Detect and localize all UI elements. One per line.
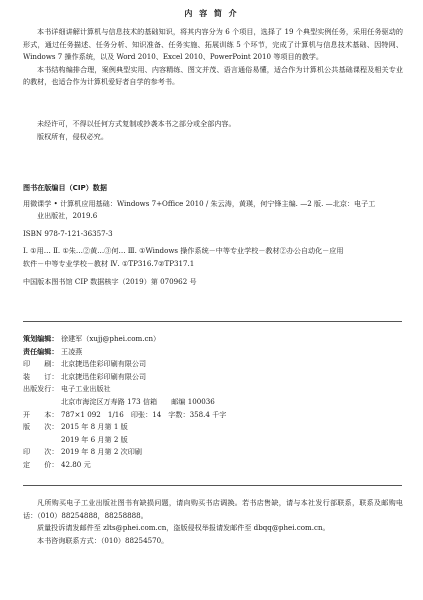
cip-line: 业出版社，2019.6	[37, 211, 98, 221]
footer-paragraph: 凡所购买电子工业出版社图书有缺损问题，请向购买书店调换。若书店售缺，请与本社发行部联系，联系及邮购电话：（010）88254888，88258888。	[23, 498, 403, 520]
credit-value: 2015 年 8 月第 1 版	[61, 422, 128, 432]
credit-row	[23, 409, 403, 422]
credit-value: 2019 年 6 月第 2 版	[61, 434, 128, 444]
summary-paragraph: 本书详细讲解计算机与信息技术的基础知识，将其内容分为 6 个项目，选择了 19 个典型实例任务，采用任务驱动的形式，通过任务描述、任务分析、知识准备、任务实施、拓展训练 5 个环节，完成了计算机与信息技术基础、因特网、Windows 7 操作系统，以及 Word 2010、Excel 2010、PowerPoint 2010 等项目的教学。	[23, 27, 403, 62]
summary-section	[23, 26, 403, 89]
credit-value: 徐建军（xujj@phei.com.cn）	[61, 334, 161, 343]
credit-label: 版 次：	[23, 422, 59, 432]
notice-line: 未经许可，不得以任何方式复制或抄袭本书之部分或全部内容。	[37, 119, 236, 128]
divider	[23, 485, 402, 486]
credit-label: 开 本：	[23, 409, 59, 419]
isbn-line: ISBN 978-7-121-36357-3	[23, 228, 113, 238]
summary-title: 内 容 简 介	[184, 9, 239, 18]
classification-line: Ⅰ. ①用… Ⅱ. ①朱…②黄…③何… Ⅲ. ①Windows 操作系统－中等专业学校－教材②办公自动化－应用	[23, 246, 344, 256]
footer-paragraph: 本书咨询联系方式：（010）88254570。	[37, 535, 169, 545]
cip-heading: 图书在版编目（CIP）数据	[23, 183, 107, 192]
credit-value: 北京捷迅佳彩印刷有限公司	[61, 371, 147, 381]
credit-label	[23, 396, 61, 409]
cip-core-number: 中国版本图书馆 CIP 数据核字（2019）第 070962 号	[23, 276, 197, 286]
cip-line: 用微课学 • 计算机应用基础：Windows 7+Office 2010 / 朱云涛，黄瑛，何宁锋主编. —2 版. —北京：电子工	[23, 198, 376, 208]
notice-line: 版权所有，侵权必究。	[37, 131, 108, 141]
credit-row	[23, 459, 403, 472]
divider	[23, 321, 402, 322]
credit-value: 北京捷迅佳彩印刷有限公司	[61, 359, 147, 369]
credit-value: 42.80 元	[61, 459, 91, 469]
credit-row	[23, 333, 403, 346]
credit-row	[23, 346, 403, 359]
credit-row	[23, 446, 403, 459]
credit-value: 787×1 092 1/16 印张：14 字数：358.4 千字	[61, 409, 227, 419]
credit-label: 出版发行：	[23, 384, 59, 394]
credit-label: 策划编辑：	[23, 334, 59, 343]
copyright-notice	[23, 118, 403, 143]
credit-row	[23, 434, 403, 447]
summary-paragraph: 本书结构编排合理，案例典型实用、内容精练、图文并茂、语言通俗易懂，适合作为计算机公共基础课程及相关专业的教材，也适合作为计算机爱好者自学的参考书。	[23, 64, 403, 87]
credit-value: 2019 年 8 月第 2 次印刷	[61, 447, 142, 457]
credit-row	[23, 383, 403, 396]
footer-section	[23, 497, 403, 547]
credit-row	[23, 421, 403, 434]
credit-label: 定 价：	[23, 459, 59, 469]
credit-label	[23, 434, 61, 447]
credits-section	[23, 333, 403, 472]
credit-value: 电子工业出版社	[61, 384, 111, 394]
credit-row	[23, 396, 403, 409]
footer-paragraph: 质量投诉请发邮件至 zlts@phei.com.cn，盗版侵权举报请发邮件至 dbqq@phei.com.cn。	[37, 523, 330, 533]
credit-row	[23, 371, 403, 384]
classification-line: 软件－中等专业学校－教材 Ⅳ. ①TP316.7②TP317.1	[23, 258, 195, 268]
credit-label: 印 刷：	[23, 359, 59, 369]
cip-section	[23, 182, 403, 288]
credit-label: 装 订：	[23, 371, 59, 381]
credit-value: 王凌燕	[61, 346, 83, 356]
credit-value: 北京市海淀区万寿路 173 信箱 邮编 100036	[61, 396, 215, 406]
credit-label: 印 次：	[23, 447, 59, 457]
credit-label: 责任编辑：	[23, 346, 59, 356]
credit-row	[23, 358, 403, 371]
